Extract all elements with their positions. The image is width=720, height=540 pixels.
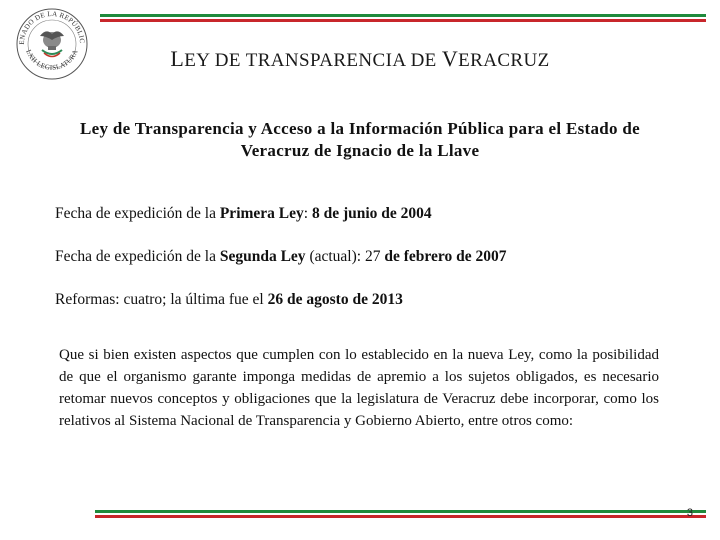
second-law-date: Fecha de expedición de la Segunda Ley (actual): 27 de febrero de 2007 [55, 248, 507, 265]
law-name-line-1: Ley de Transparencia y Acceso a la Información Pública para el Estado de [80, 119, 640, 138]
svg-text:LXII LEGISLATURA: LXII LEGISLATURA [24, 48, 80, 72]
top-flag-stripes [100, 14, 706, 26]
first-law-date: Fecha de expedición de la Primera Ley: 8 de junio de 2004 [55, 205, 432, 222]
law-name-line-2: Veracruz de Ignacio de la Llave [240, 141, 480, 160]
law-full-name [30, 118, 690, 162]
reforms-info: Reformas: cuatro; la última fue el 26 de agosto de 2013 [55, 291, 403, 308]
page-title: LEY DE TRANSPARENCIA DE VERACRUZ [170, 46, 550, 71]
page-number: 3 [686, 507, 693, 519]
analysis-paragraph: Que si bien existen aspectos que cumplen con lo establecido en la nueva Ley, como la posibilidad de que el organismo garante imponga medidas de apremio a los sujetos obligados, es necesario retomar nuevos conceptos y obligaciones que la legislatura de Veracruz debe incorporar, como los relativos al Sistema Nacional de Transparencia y Gobierno Abierto, entre otros como: [59, 347, 659, 429]
svg-text:SENADO DE LA REPÚBLICA: ENADO DE LA REPÚBLIC [17, 9, 87, 45]
bottom-flag-stripes [95, 510, 706, 522]
